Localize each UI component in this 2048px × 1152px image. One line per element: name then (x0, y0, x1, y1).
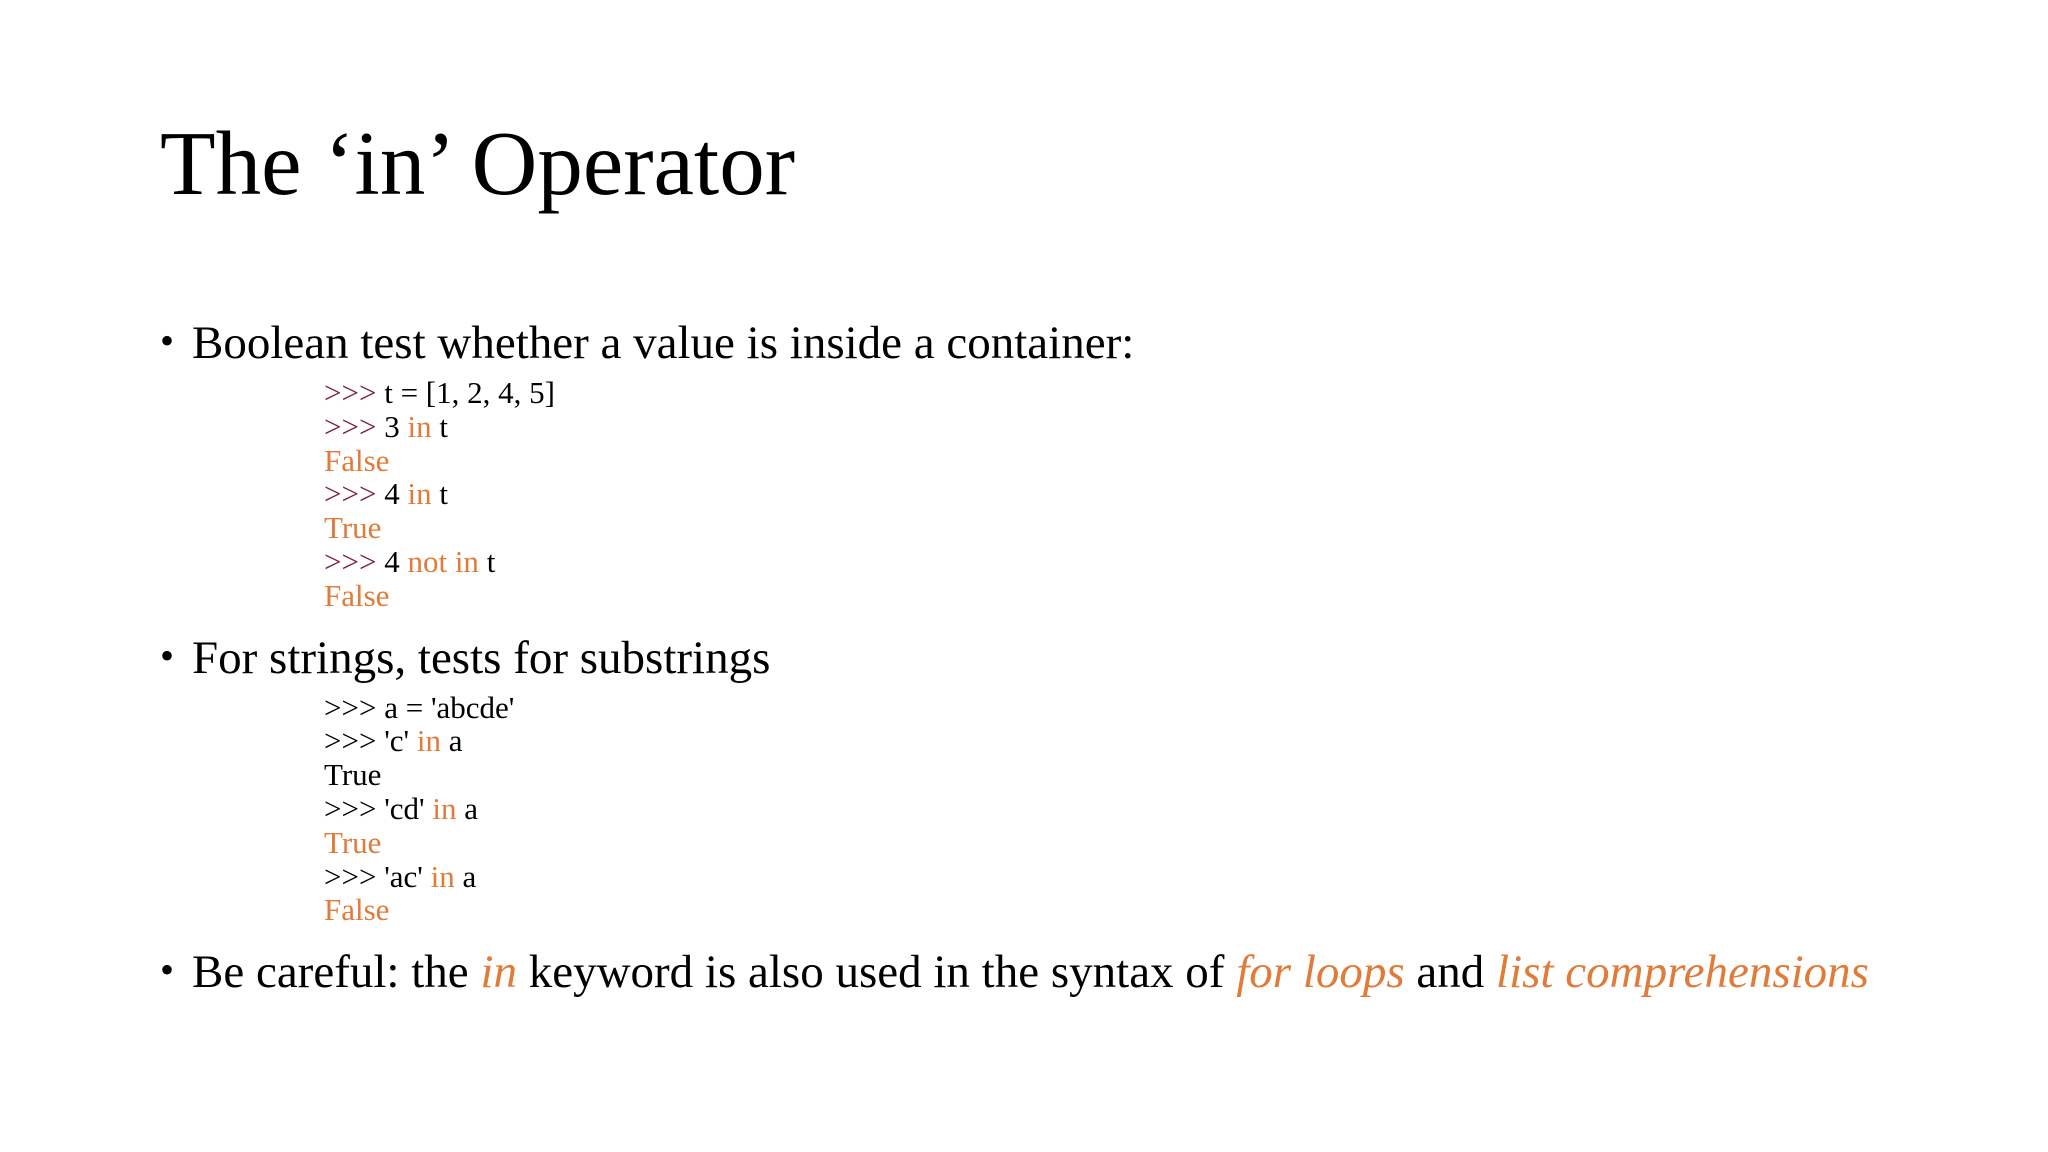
code-line (324, 724, 1880, 758)
code-prompt: >>> (324, 723, 377, 759)
bullet-item (160, 945, 1880, 999)
code-text: t = [1, 2, 4, 5] (376, 375, 555, 410)
code-prompt: >>> (324, 858, 377, 894)
code-text: t (431, 408, 448, 444)
code-line (324, 860, 1880, 894)
bullet-item (160, 631, 1880, 928)
code-line (324, 410, 1880, 444)
slide-title: The ‘in’ Operator (160, 113, 796, 214)
code-line (324, 691, 1880, 725)
code-text: a (441, 723, 463, 759)
code-prompt: >>> (324, 790, 377, 826)
code-block (324, 376, 1880, 613)
code-text: a (456, 790, 479, 826)
bullet-text: Be careful: the (192, 946, 481, 999)
bullet-dot-icon: • (160, 947, 175, 993)
bullet-item (160, 316, 1880, 613)
code-prompt: >>> (324, 375, 377, 410)
code-output: True (324, 757, 382, 793)
code-text: t (431, 476, 448, 512)
code-prompt: >>> (324, 476, 377, 512)
bullet-dot-icon: • (160, 318, 175, 363)
code-line (324, 477, 1880, 511)
code-prompt: >>> (324, 408, 377, 444)
keyword-emphasis: in (480, 946, 517, 999)
code-text: 4 (376, 543, 408, 579)
code-keyword: in (407, 476, 432, 512)
bullet-text: Boolean test whether a value is inside a container: (192, 317, 1135, 369)
keyword-emphasis: list comprehensions (1496, 946, 1869, 999)
code-text: 4 (376, 476, 408, 512)
code-keyword: not in (407, 543, 479, 579)
code-line (324, 376, 1880, 410)
code-block (324, 691, 1880, 928)
code-keyword: in (416, 723, 442, 759)
code-text: 'c' (376, 723, 417, 759)
code-keyword: in (432, 790, 457, 826)
code-prompt: >>> (324, 543, 377, 579)
code-text: a (454, 858, 477, 894)
bullet-text: and (1404, 946, 1497, 999)
bullet-list (160, 316, 1880, 999)
code-text: 'ac' (376, 858, 431, 894)
code-line (324, 792, 1880, 826)
code-output: True (324, 824, 382, 860)
code-text: 3 (376, 408, 408, 444)
bullet-dot-icon: • (160, 632, 175, 678)
code-output: False (324, 577, 390, 613)
code-keyword: in (430, 858, 455, 894)
code-keyword: in (407, 408, 432, 444)
code-text: 'cd' (376, 790, 433, 826)
code-text: t (478, 543, 496, 579)
code-line (324, 545, 1880, 579)
bullet-text: keyword is also used in the syntax of (516, 946, 1237, 999)
keyword-emphasis: for loops (1236, 946, 1405, 999)
code-output: False (324, 892, 390, 928)
code-prompt: >>> (324, 689, 377, 725)
code-text: a = 'abcde' (376, 689, 515, 725)
code-output: False (324, 442, 390, 478)
bullet-text: For strings, tests for substrings (192, 631, 771, 684)
code-output: True (324, 510, 382, 546)
